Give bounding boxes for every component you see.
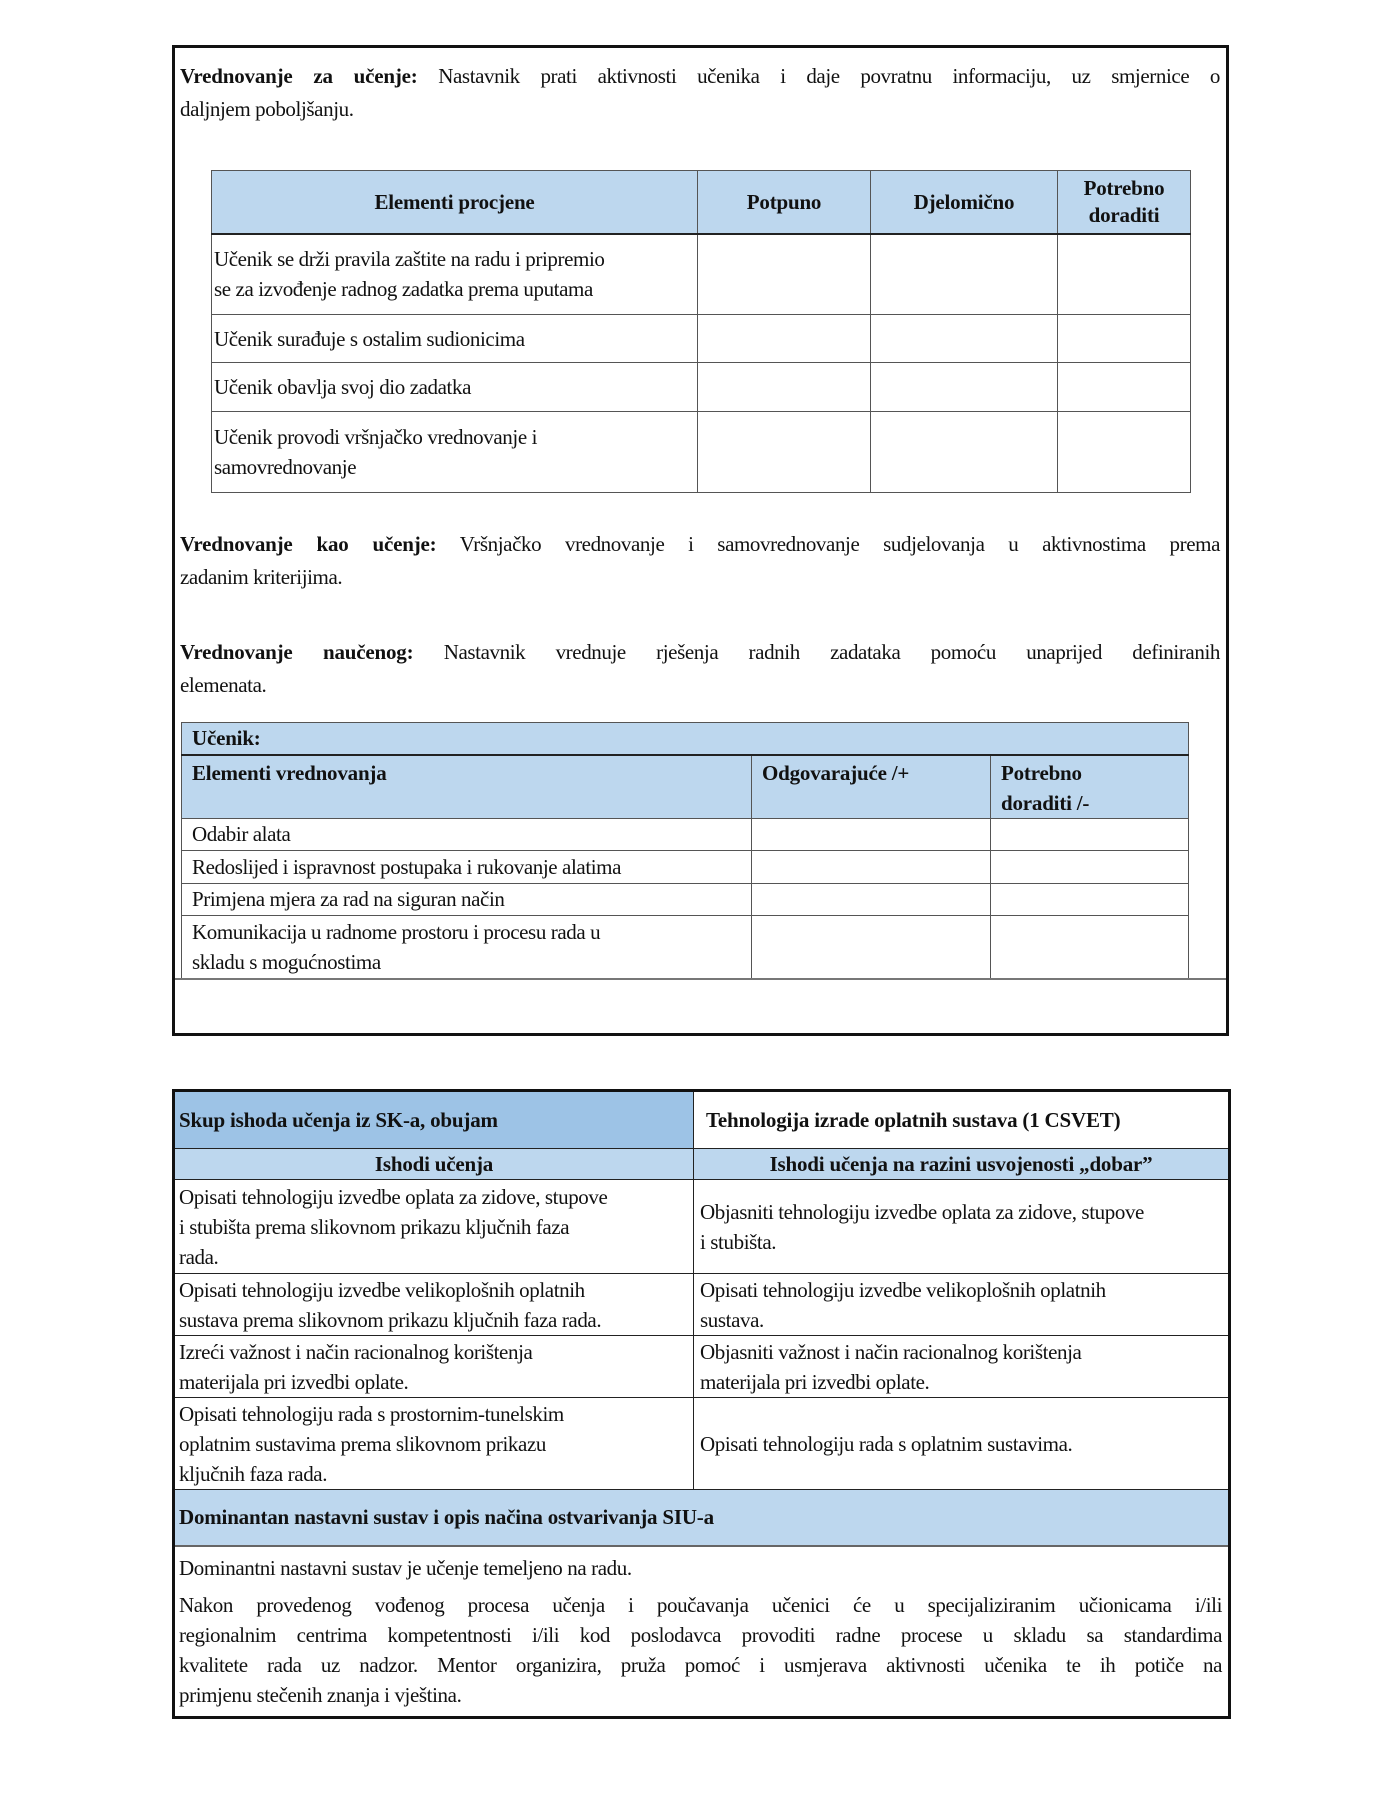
divider-line bbox=[175, 978, 1226, 980]
table-row bbox=[182, 883, 1189, 915]
ishod-cell: Opisati tehnologiju izvedbe velikoplošnih oplatnih sustava prema slikovnom prikazu ključnih faza rada. bbox=[174, 1274, 694, 1336]
cell-odgovarajuce[interactable] bbox=[752, 883, 991, 915]
para-label: Vrednovanje kao učenje: bbox=[180, 532, 437, 556]
outcome-row bbox=[174, 1180, 1230, 1274]
para-vrednovanje-za-ucenje: Vrednovanje za učenje: Nastavnik prati aktivnosti učenika i daje povratnu informaciju, uz smjernice o daljnjem poboljšanju. bbox=[180, 64, 1220, 121]
cell-djelomicno[interactable] bbox=[871, 234, 1058, 315]
col-header-potrebno-doraditi: Potrebno doraditi bbox=[1058, 171, 1191, 234]
outcome-row bbox=[174, 1398, 1230, 1490]
cell-odgovarajuce[interactable] bbox=[752, 818, 991, 850]
cell-potrebno-doraditi[interactable] bbox=[991, 915, 1189, 979]
cell-potpuno[interactable] bbox=[698, 412, 871, 493]
row-label: Učenik provodi vršnjačko vrednovanje i samovrednovanje bbox=[212, 412, 698, 493]
dobar-cell: Opisati tehnologiju rada s oplatnim sustavima. bbox=[694, 1398, 1230, 1490]
row-label: Učenik surađuje s ostalim sudionicima bbox=[212, 315, 698, 363]
cell-potrebno-doraditi[interactable] bbox=[991, 818, 1189, 850]
cell-potrebno-doraditi[interactable] bbox=[991, 883, 1189, 915]
dominantan-line0: Dominantni nastavni sustav je učenje temeljeno na radu. bbox=[179, 1555, 632, 1580]
outcome-row bbox=[174, 1336, 1230, 1398]
row-label: Primjena mjera za rad na siguran način bbox=[182, 883, 752, 915]
cell-potrebno-doraditi[interactable] bbox=[1058, 363, 1191, 412]
dominantan-sustav-body: Dominantni nastavni sustav je učenje temeljeno na radu. Nakon provedenog vođenog procesa učenja i poučavanja učenici će u specijaliziranim učionicama i/ili regionalnim centrima kompetentnosti i/ili kod poslodavca provoditi radne procese u skladu sa standardima kvalitete rada uz nadzor. Mentor organizira, pruža pomoć i usmjerava aktivnosti učenika te ih potiče na primjenu stečenih znanja i vještina. bbox=[174, 1546, 1230, 1718]
table-row bbox=[182, 818, 1189, 850]
col-header-elementi-procjene: Elementi procjene bbox=[212, 171, 698, 234]
learning-outcomes-table bbox=[172, 1089, 1231, 1719]
col-header-ishodi-ucenja: Ishodi učenja bbox=[174, 1149, 694, 1180]
evaluation-elements-table bbox=[181, 722, 1189, 980]
cell-potrebno-doraditi[interactable] bbox=[1058, 234, 1191, 315]
col-header-elementi-vrednovanja: Elementi vrednovanja bbox=[182, 755, 752, 819]
skup-ishoda-value: Tehnologija izrade oplatnih sustava (1 CSVET) bbox=[694, 1091, 1230, 1149]
ucenik-label: Učenik: bbox=[182, 723, 1189, 755]
table-row bbox=[212, 315, 1191, 363]
ishod-cell: Opisati tehnologiju izvedbe oplata za zidove, stupove i stubišta prema slikovnom prikazu ključnih faza rada. bbox=[174, 1180, 694, 1274]
cell-potrebno-doraditi[interactable] bbox=[1058, 412, 1191, 493]
cell-potpuno[interactable] bbox=[698, 363, 871, 412]
para-label: Vrednovanje naučenog: bbox=[180, 640, 414, 664]
cell-odgovarajuce[interactable] bbox=[752, 915, 991, 979]
col-header-odgovarajuce: Odgovarajuće /+ bbox=[752, 755, 991, 819]
dobar-cell: Objasniti tehnologiju izvedbe oplata za zidove, stupove i stubišta. bbox=[694, 1180, 1230, 1274]
row-label: Komunikacija u radnome prostoru i procesu rada u skladu s mogućnostima bbox=[182, 915, 752, 979]
para-vrednovanje-naucenog: Vrednovanje naučenog: Nastavnik vrednuje rješenja radnih zadataka pomoću unaprijed definiranih elemenata. bbox=[180, 640, 1220, 697]
ishod-cell: Izreći važnost i način racionalnog korištenja materijala pri izvedbi oplate. bbox=[174, 1336, 694, 1398]
cell-djelomicno[interactable] bbox=[871, 363, 1058, 412]
cell-potpuno[interactable] bbox=[698, 315, 871, 363]
cell-potrebno-doraditi[interactable] bbox=[991, 850, 1189, 883]
cell-odgovarajuce[interactable] bbox=[752, 850, 991, 883]
cell-potpuno[interactable] bbox=[698, 234, 871, 315]
table-row bbox=[182, 850, 1189, 883]
row-label: Učenik obavlja svoj dio zadatka bbox=[212, 363, 698, 412]
table-row bbox=[212, 234, 1191, 315]
row-label: Učenik se drži pravila zaštite na radu i pripremio se za izvođenje radnog zadatka prema uputama bbox=[212, 234, 698, 315]
ishod-cell: Opisati tehnologiju rada s prostornim-tunelskim oplatnim sustavima prema slikovnom prikazu ključnih faza rada. bbox=[174, 1398, 694, 1490]
para-label: Vrednovanje za učenje: bbox=[180, 64, 418, 88]
dominantan-sustav-header: Dominantan nastavni sustav i opis načina ostvarivanja SIU-a bbox=[174, 1490, 1230, 1546]
col-header-djelomicno: Djelomično bbox=[871, 171, 1058, 234]
para-vrednovanje-kao-ucenje: Vrednovanje kao učenje: Vršnjačko vrednovanje i samovrednovanje sudjelovanja u aktivnostima prema zadanim kriterijima. bbox=[180, 532, 1220, 589]
dobar-cell: Objasniti važnost i način racionalnog korištenja materijala pri izvedbi oplate. bbox=[694, 1336, 1230, 1398]
col-header-ishodi-dobar: Ishodi učenja na razini usvojenosti „dobar” bbox=[694, 1149, 1230, 1180]
col-header-potpuno: Potpuno bbox=[698, 171, 871, 234]
outcome-row bbox=[174, 1274, 1230, 1336]
row-label: Redoslijed i ispravnost postupaka i rukovanje alatima bbox=[182, 850, 752, 883]
cell-djelomicno[interactable] bbox=[871, 412, 1058, 493]
skup-ishoda-label: Skup ishoda učenja iz SK-a, obujam bbox=[174, 1091, 694, 1149]
table-row bbox=[182, 915, 1189, 979]
cell-djelomicno[interactable] bbox=[871, 315, 1058, 363]
cell-potrebno-doraditi[interactable] bbox=[1058, 315, 1191, 363]
dobar-cell: Opisati tehnologiju izvedbe velikoplošnih oplatnih sustava. bbox=[694, 1274, 1230, 1336]
assessment-elements-table bbox=[211, 170, 1191, 493]
col-header-potrebno-doraditi: Potrebno doraditi /- bbox=[991, 755, 1189, 819]
table-row bbox=[212, 363, 1191, 412]
row-label: Odabir alata bbox=[182, 818, 752, 850]
table-row bbox=[212, 412, 1191, 493]
